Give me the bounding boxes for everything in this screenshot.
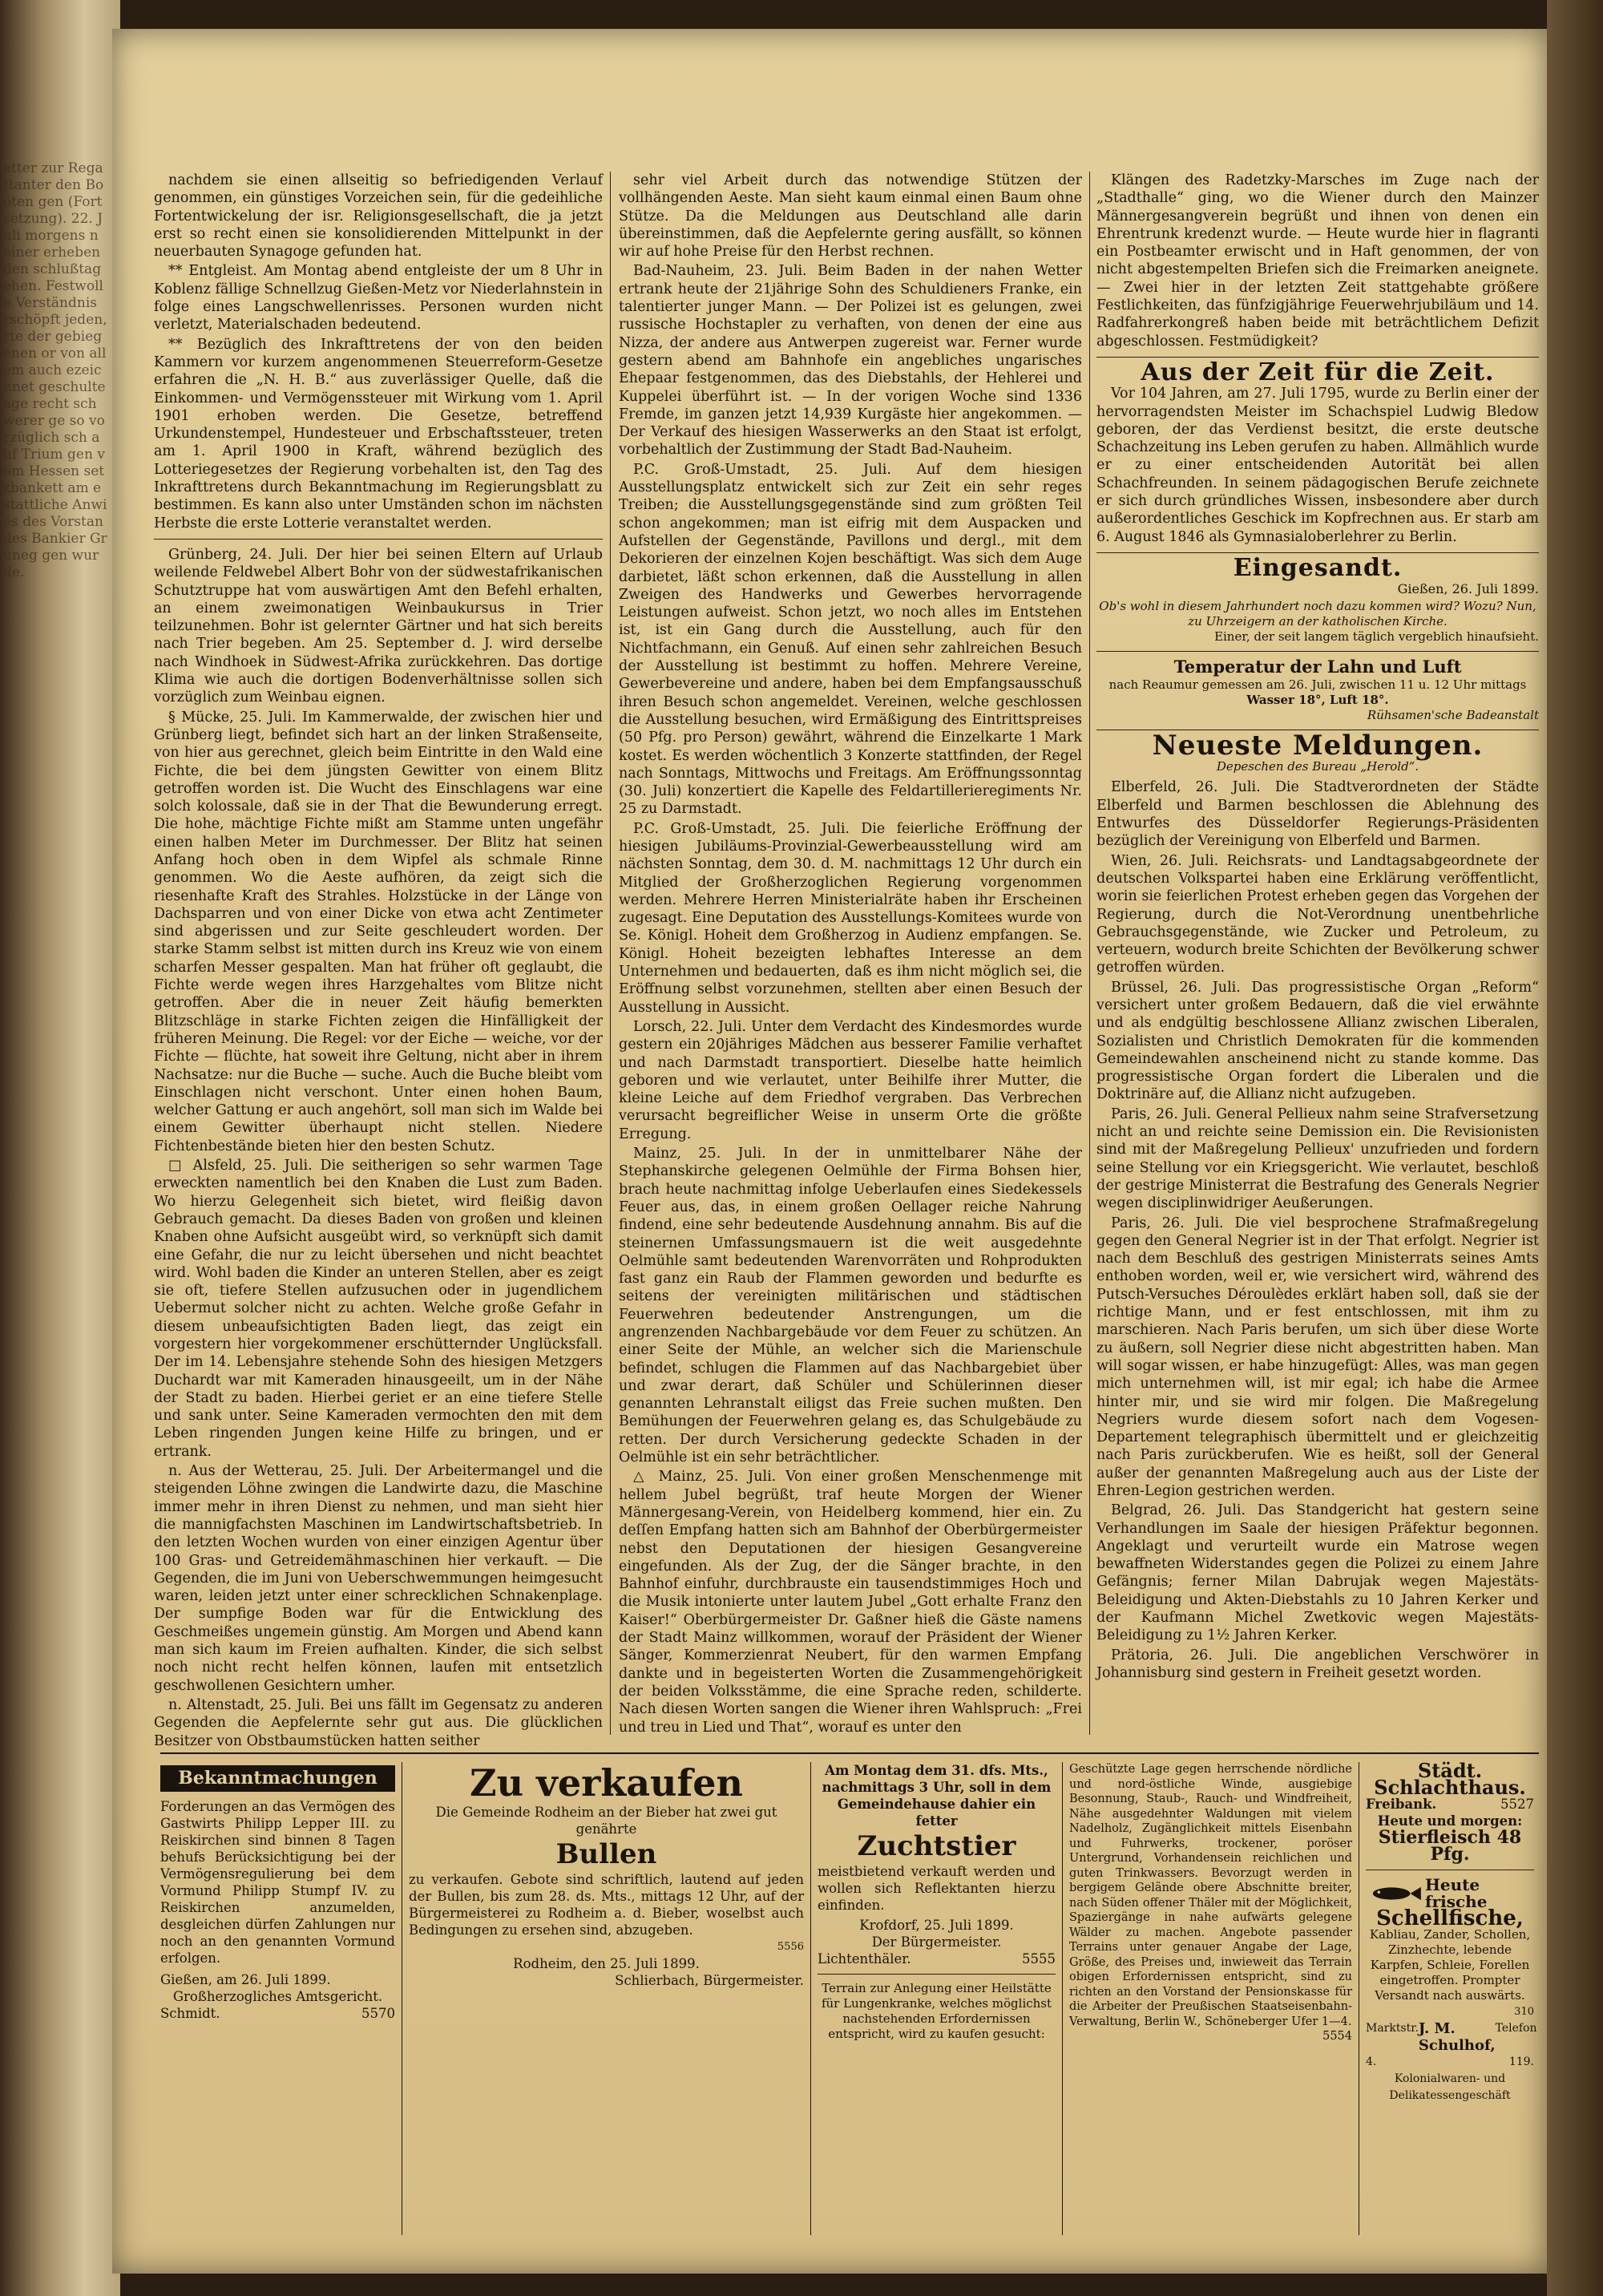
ad-sanatorium-terrain <box>1063 1762 1359 2235</box>
ad-date: Krofdorf, 25. Juli 1899. <box>859 1918 1014 1933</box>
article-text: Grünberg, 24. Juli. Der hier bei seinen Eltern auf Urlaub weilende Feldwebel Albert Bohr von der südwestafrikanischen Schutztruppe hat vom auswärtigen Amt den Befehl erhalten, an einem zweimonatigen Weinbaukursus in Trier teilzunehmen. Bohr ist gelernter Gärtner und hat sich bereits nach Trier begeben. Am 25. September d. J. wird derselbe nach Windhoek in Südwest-Afrika zurückkehren. Das dortige Klima wie auch die dortigen Bodenverhältnisse sollen sich vorzüglich zum Weinbau eignen. <box>154 546 603 706</box>
news-item: Prätoria, 26. Juli. Die angeblichen Verschwörer in Johannisburg sind gestern in Freiheit gesetzt worden. <box>1096 1647 1539 1681</box>
news-item: Elberfeld, 26. Juli. Die Stadtverordneten der Städte Elberfeld und Barmen beschlossen die Ablehnung des Entwurfes des Düsseldorfer Regierungs-Präsidenten bezüglich der Vereinigung von Elberfeld und Barmen. <box>1096 779 1539 850</box>
ad-number: 5554 <box>1322 2030 1352 2043</box>
ad-number: 5527 <box>1500 1797 1534 1812</box>
ads-divider <box>160 1752 1539 1754</box>
ad-headline: Heute frische <box>1425 1875 1488 1911</box>
ad-address: Marktstr. <box>1366 2022 1419 2035</box>
newspaper-page <box>112 29 1547 2274</box>
article-text: sehr viel Arbeit durch das notwendige Stützen der vollhängenden Aeste. Man sieht kaum einmal einen Baum ohne Stütze. Da die Meldungen aus Deutschland alle darin übereinstimmen, daß die Aepfelernte gering ausfällt, so können wir auf hohe Preise für den Herbst rechnen. <box>619 172 1082 261</box>
ad-announcement <box>154 1762 402 2235</box>
ad-address: 4. <box>1366 2055 1377 2068</box>
ad-office: Großherzogliches Amtsgericht. <box>172 1989 383 2004</box>
ad-text: Kolonialwaren- und Delikatessengeschäft <box>1389 2072 1511 2102</box>
article-text: § Mücke, 25. Juli. Im Kammerwalde, der zwischen hier und Grünberg liegt, befindet sich hart an der linken Straßenseite, von hier aus gerechnet, gleich beim Eintritte in den Wald eine Fichte, die bei dem jüngsten Gewitter von einem Blitz getroffen worden ist. Die Wucht des Einschlagens war eine solch kolossale, daß sie in der That die Bewunderung erregt. Die hohe, mächtige Fichte mißt am Stamme unten ungefähr einen halben Meter im Durchmesser. Der Blitz hat seinen Anfang hoch oben in dem Wipfel als schmale Rinne genommen. Wo die Aeste aufhören, da zeigt sich die riesenhafte Kraft des Strahles. Holzstücke in der Länge von Dachsparren und von einer Dicke von etwa acht Zentimeter sind abgerissen und zur Seite geschleudert worden. Der starke Stamm selbst ist mitten durch ins Kreuz wie von einem scharfen Messer gespalten. Man hat früher oft geglaubt, die Fichte werde wegen ihres Harzgehaltes vom Blitze nicht getroffen. Aber die in neuer Zeit häufig bemerkten Blitzschläge in starke Fichten zeigen die Hinfälligkeit der früheren Meinung. Die Regel: vor der Eiche — weiche, vor der Fichte — flüchte, hat soweit ihre Geltung, nicht aber in ihrem Nachsatze: nur die Buche — suche. Auch die Buche bleibt vom Einschlagen nicht verschont. Unter einen hohen Baum, welcher Gattung er auch angehört, soll man sich im Walde bei einem Gewitter überhaupt nicht stellen. Niedere Fichtenbestände bieten hier den besten Schutz. <box>154 709 603 1154</box>
spine-text-fragment: etter zur Regattanter den Booten gen (Fortsetzung). 22. Juli morgens n einer erhebenden schlußtag ehen. Festwolle Verständnis rschöpft jeden, rte der gebiegenen or von allem auch ezeichnet geschulte age recht schwerer ge so vorzüglich sch auf Trium gen vom Hessen setzbankett am e stattliche Anwies des Vorstandes Bankier Grüneg gen wurde. <box>3 160 107 580</box>
column-1 <box>154 172 603 1749</box>
fish-icon <box>1366 1882 1422 1906</box>
article-text: Lorsch, 22. Juli. Unter dem Verdacht des Kindesmordes wurde gestern ein 20jähriges Mädchen aus besserer Familie verhaftet und nach Darmstadt transportiert. Dieselbe hatte heimlich geboren und wie verlautet, unter Beihilfe ihrer Mutter, die kleine Leiche auf dem Friedhof vergraben. Das Verbrechen verursacht begreiflicher Weise in unserm Orte die größte Erregung. <box>619 1018 1082 1142</box>
article-text: P.C. Groß-Umstadt, 25. Juli. Die feierliche Eröffnung der hiesigen Jubiläums-Provinzial-Gewerbeausstellung wird am nächsten Sonntag, dem 30. d. M. nachmittags 12 Uhr durch ein Mitglied der Großherzoglichen Regierung vorgenommen werden. Mehrere Herren Ministerialräte haben ihr Erscheinen zugesagt. Eine Deputation des Ausstellungs-Komitees wurde von Se. Königl. Hoheit dem Großherzog in Audienz empfangen. Se. Königl. Hoheit bezeigten lebhaftes Interesse an dem Unternehmen und bedauerten, daß es ihm nicht möglich sei, die Eröffnung selbst vorzunehmen, stellten aber einen Besuch der Ausstellung in Aussicht. <box>619 820 1082 1016</box>
ad-merchant-name: J. M. Schulhof, <box>1418 2020 1496 2054</box>
news-item: Belgrad, 26. Juli. Das Standgericht hat gestern seine Verhandlungen im Saale der hiesigen Präfektur begonnen. Angeklagt und verurteilt wurde ein Matrose wegen bewaffneten Widerstandes gegen die Polizei zu einem Jahre Gefängnis; ferner Milan Dabrujak wegen Majestäts-Beleidigung und Akten-Diebstahls zu 10 Jahren Kerker und der Kaufmann Michel Zwetkovic wegen Majestäts-Beleidigung zu 1½ Jahren Kerker. <box>1096 1502 1539 1644</box>
letter-text: Ob's wohl in diesem Jahrhundert noch dazu kommen wird? Wozu? Nun, zu Uhrzeigern an der katholischen Kirche. <box>1099 598 1536 629</box>
ad-office: Der Bürgermeister. <box>871 1934 1002 1950</box>
ad-headline: Schellfische, <box>1376 1906 1524 1930</box>
column-rule <box>610 172 611 1735</box>
article-text: P.C. Groß-Umstadt, 25. Juli. Auf dem hiesigen Ausstellungsplatz entwickelt sich zur Zeit ein sehr reges Treiben; die Ausstellungsgegenstände sind zum größten Teil schon angekommen; man ist eifrig mit dem Auspacken und Aufstellen der Gegenstände, Pavillons und dergl., mit dem Dekorieren der einzelnen Kojen beschäftigt. Was sich dem Auge darbietet, läßt schon erkennen, daß die Ausstellung in allen Zweigen des Handwerks und Gewerbes hervorragende Leistungen aufweist. Schon jetzt, wo noch alles im Entstehen ist, ist ein Gang durch die Ausstellung, auch für den Nichtfachmann, ein Genuß. Auf einen sehr zahlreichen Besuch der Ausstellung ist bestimmt zu hoffen. Mehrere Vereine, Gewerbevereine und andere, haben bei dem Empfangsausschuß ihren Besuch schon angemeldet. Vereinen, welche geschlossen die Ausstellung besuchen, wird Ermäßigung des Eintrittspreises (50 Pfg. pro Person) gewährt, während die Einzelkarte 1 Mark kostet. Es werden wöchentlich 3 Konzerte stattfinden, der Regel nach Sonntags, Mittwochs und Freitags. Am Eröffnungssonntag (30. Juli) konzertiert die Kapelle des Feldartillerieregiments Nr. 25 zu Darmstadt. <box>619 461 1082 818</box>
article-text: nachdem sie einen allseitig so befriedigenden Verlauf genommen, ein günstiges Vorzeichen sein, für die gedeihliche Fortentwickelung der isr. Religionsgesellschaft, die ja jetzt erst so recht einen sie konsolidierenden Mittelpunkt in der neuerbauten Synagoge gefunden hat. <box>154 172 603 261</box>
article-text: n. Aus der Wetterau, 25. Juli. Der Arbeitermangel und die steigenden Löhne zwingen die Landwirte dazu, die Maschine immer mehr in ihren Dienst zu nehmen, und man sieht hier die mannigfachsten Maschinen im Landwirtschaftsbetrieb. In den letzten Wochen wurden von einer einzigen Agentur über 100 Gras- und Getreidemähmaschinen hier verkauft. — Die Gegenden, die im Juni von Ueberschwemmungen heimgesucht waren, leiden jetzt unter einer schrecklichen Schnakenplage. Der sumpfige Boden war für die Entwicklung des Geschmeißes ungemein günstig. Am Morgen und Abend kann man sich kaum im Freien aufhalten. Kinder, die sich selbst noch nicht recht helfen können, laufen mit entsetzlich geschwollenen Gesichtern umher. <box>154 1463 603 1694</box>
divider <box>1096 552 1539 553</box>
ad-text: Kabliau, Zander, Schollen, Zinzhechte, lebende Karpfen, Schleie, Forellen eingetroffen. Prompter Versandt nach auswärts. <box>1369 1927 1531 2003</box>
article-text: ** Bezüglich des Inkrafttretens der von den beiden Kammern vor kurzem angenommenen Steuerreform-Gesetze erfahren die „N. H. B.“ aus zuverlässiger Quelle, daß die Einkommen- und Vermögenssteuer mit Wirkung vom 1. April 1901 erhoben werden. Die Gesetze, betreffend Urkundenstempel, Hundesteuer und Erbschaftssteuer, treten am 1. April 1900 in Kraft, während bezüglich des Lotteriegesetzes der Regierung vorbehalten ist, den Tag des Inkrafttretens durch Bekanntmachung im Regierungsblatt zu bestimmen. Es kann also unter Umständen schon im nächsten Herbste die erste Lotterie veranstaltet werden. <box>154 336 603 532</box>
ad-breeding-bull <box>811 1762 1063 2235</box>
ad-telephone: Telefon <box>1495 2022 1537 2035</box>
article-text: Mainz, 25. Juli. In der in unmittelbarer Nähe der Stephanskirche gelegenen Oelmühle der Firma Bohsen hier, brach heute nachmittag infolge Ueberlaufen eines Siedekessels Feuer aus, das, in einem großen Oellager reiche Nahrung findend, eine sehr bedeutende Ausdehnung annahm. Bis auf die steinernen Umfassungsmauern ist die weit ausgedehnte Oelmühle samt bedeutenden Warenvorräten und Rohprodukten fast ganz ein Raub der Flammen geworden und bedurfte es seitens der vereinigten militärischen und städtischen Feuerwehren bedeutender Anstrengungen, um die angrenzenden Nachbargebäude vor dem Feuer zu schützen. An einer Seite der Mühle, an welcher sich die Marienschule befindet, schlugen die Flammen auf das Nachbargebiet über und zwar derart, daß Schüler und Schülerinnen dieser genannten Lehranstalt eiligst das Freie suchen mußten. Den Bemühungen der Feuerwehren gelang es, das Schulgebäude zu retten. Der durch Versicherung gedeckte Schaden in der Oelmühle ist ein sehr beträchtlicher. <box>619 1146 1082 1466</box>
divider <box>1096 357 1539 358</box>
news-item: Paris, 26. Juli. General Pellieux nahm seine Strafversetzung nicht an und reichte seine Demission ein. Die Revisionisten sind mit der Maßregelung Pellieux' unzufrieden und fordern seine Stellung vor ein Kriegsgericht. Wie verlautet, beschloß der gestrige Ministerrat die Bestrafung des Generals Negrier wegen disciplinwidriger Aeußerungen. <box>1096 1106 1539 1212</box>
temperature-source: Rühsamen'sche Badeanstalt <box>1367 707 1539 722</box>
ad-subtitle: Freibank. <box>1366 1797 1437 1812</box>
ad-text: Die Gemeinde Rodheim an der Bieber hat zwei gut genährte <box>435 1805 777 1837</box>
ad-headline: Bullen <box>555 1838 657 1870</box>
ad-number: 5555 <box>1022 1951 1056 1967</box>
ad-text: Terrain zur Anlegung einer Heilstätte für Lungenkranke, welches möglichst nachstehenden Erfordernissen entspricht, wird zu kaufen gesucht: <box>821 1981 1052 2041</box>
ad-signature: Lichtenthäler. <box>818 1951 911 1967</box>
divider <box>154 539 603 540</box>
article-text: △ Mainz, 25. Juli. Von einer großen Menschenmenge mit hellem Jubel begrüßt, traf heute Morgen der Wiener Männergesang-Verein, von Heidelberg kommend, hier ein. Zu deſſen Empfang hatten sich am Bahnhof der Oberbürgermeister nebst den Deputationen der hiesigen Gesangvereine eingefunden. Als der Zug, der die Sänger brachte, in den Bahnhof einfuhr, durchbrauste ein tausendstimmiges Hoch und die Musik intonierte unter lautem Jubel „Gott erhalte Franz den Kaiser!“ Oberbürgermeister Dr. Gaßner hieß die Gäste namens der Stadt Mainz willkommen, worauf der Präsident der Wiener Sänger, Kommerzienrat Neubert, für den warmen Empfang dankte und in begeisterten Worten die Zusammengehörigkeit der beiden Volksstämme, die eine Sprache reden, schilderte. Nach diesen Worten sangen die Wiener ihren Wahlspruch: „Frei und treu in Lied und That“, worauf es unter den <box>619 1469 1082 1736</box>
ad-number: 5556 <box>777 1941 804 1953</box>
temperature-text: nach Reaumur gemessen am 26. Juli, zwischen 11 u. 12 Uhr mittags <box>1108 677 1527 692</box>
ad-title: Zu verkaufen <box>470 1761 743 1805</box>
ad-text: Geschützte Lage gegen herrschende nördliche und nord-östliche Winde, ausgiebige Besonnung, Staub-, Rauch- und Windfreiheit, Nähe ausgedehnter Waldungen mit vielem Nadelholz, Zugänglichkeit mittels Eisenbahn und Fuhrwerks, trockener, poröser Untergrund, Vorhandensein reichlichen und guten Trinkwassers. Bevorzugt werden in bergigem Gelände obere Abschnitte breiter, nach Süden offener Thäler mit der Möglichkeit, Spaziergänge in nahe aufwärts gelegene Wälder zu machen. Angebote passender Terrains unter genauer Angabe der Lage, Größe, des Preises und, inwieweit das Terrain obigen Erfordernissen entspricht, sind zu richten an den Vorstand der Pensionskasse für die Arbeiter der Preußischen Staatseisenbahn-Verwaltung, Berlin W., Schöneberger Ufer 1—4. <box>1069 1763 1352 2028</box>
news-item: Wien, 26. Juli. Reichsrats- und Landtagsabgeordnete der deutschen Volkspartei haben eine Erklärung veröffentlicht, worin sie feierlichen Protest erheben gegen das Vorgehen der Regierung, durch die Not-Verordnung unentbehrliche Gebrauchsgegenstände, wie Zucker und Petroleum, zu verteuern, wodurch breite Schichten der Bevölkerung schwer getroffen würden. <box>1096 852 1539 976</box>
temperature-values: Wasser 18°, Luft 18°. <box>1246 692 1389 707</box>
ad-text: Forderungen an das Vermögen des Gastwirts Philipp Lepper III. zu Reiskirchen sind binnen 8 Tagen behufs Berücksichtigung bei der Vermögensregulierung bei dem Vormund Philipp Stumpf IV. zu Reiskirchen anzumelden, desgleichen dürfen Zahlungen nur noch an den genannten Vormund erfolgen. <box>160 1799 395 1966</box>
article-text: □ Alsfeld, 25. Juli. Die seitherigen so sehr warmen Tage erweckten namentlich bei den Knaben die Lust zum Baden. Wo hierzu Gelegenheit sich bietet, wird fleißig davon Gebrauch gemacht. Da dieses Baden von großen und kleinen Knaben ohne Aufsicht ausgeübt wird, so verknüpft sich damit eine Gefahr, die nur zu leicht übersehen und nicht beachtet wird. Wohl baden die Kinder an unteren Stellen, aber es zeigt sie oft, tiefere Stellen aufzusuchen oder in jugendlichem Uebermut solcher nicht zu achten. Welche große Gefahr in diesem unbeaufsichtigten Baden liegt, das zeigt ein vorgestern hier vorgekommener erschütternder Unglücksfall. Der im 14. Lebensjahre stehende Sohn des hiesigen Metzgers Duchardt war mit Kameraden hinausgeeilt, um in der Nähe der Stadt zu baden. Hierbei geriet er an eine tiefere Stelle und sank unter. Seine Kameraden vermochten den mit dem Leben ringenden Jungen keine Hilfe zu bringen, und er ertrank. <box>154 1158 603 1460</box>
ad-signature: Schlierbach, Bürgermeister. <box>615 1973 804 1988</box>
article-text: Klängen des Radetzky-Marsches im Zuge nach der „Stadthalle“ ging, wo die Wiener durch den Mainzer Männergesangverein begrüßt und ihnen von denen ein Ehrentrunk kredenzt wurde. — Heute wurde hier in flagranti ein Postbeamter erwischt und in Haft genommen, der von nicht abgestempelten Briefen sich die Freimarken aneignete. — Zwei hier in der letzten Zeit stattgehabte größere Festlichkeiten, das fünfzigjährige Feuerwehrjubiläum und 14. Radfahrerkongreß haben beide mit beträchtlichem Defizit abgeschlossen. Festmüdigkeit? <box>1096 172 1539 350</box>
article-text: Bad-Nauheim, 23. Juli. Beim Baden in der nahen Wetter ertrank heute der 21jährige Sohn des Schuldieners Franke, ein talentierter junger Mann. — Der Polizei ist es gelungen, zwei russische Hochstapler zu verhaften, von denen der eine aus Nizza, der andere aus Antwerpen zugereist war. Ferner wurde gestern abend am Bahnhofe ein angebliches ungarisches Ehepaar festgenommen, das des Diebstahls, der Hehlerei und Kuppelei überführt ist. — In der vorigen Woche sind 1336 Fremde, im ganzen jetzt 14,939 Kurgäste hier angekommen. — Der Verkauf des hiesigen Wasserwerks an den Staat ist erfolgt, vorbehaltlich der Zustimmung der Stadt Bad-Nauheim. <box>619 263 1082 459</box>
article-text: n. Altenstadt, 25. Juli. Bei uns fällt im Gegensatz zu anderen Gegenden die Aepfelernte sehr gut aus. Die glücklichen Besitzer von Obstbaumstücken hatten seither <box>154 1696 603 1749</box>
ad-number: 310 <box>1514 2006 1534 2018</box>
ad-text: Am Montag dem 31. dfs. Mts., nachmittags 3 Uhr, soll in dem Gemeindehause dahier ein fetter <box>822 1763 1052 1829</box>
news-item: Paris, 26. Juli. Die viel besprochene Strafmaßregelung gegen den General Negrier ist in der That erfolgt. Negrier ist nach dem Beschluß des gestrigen Ministerrats seines Amts enthoben worden, weil er, wie versichert wird, während des Putsch-Versuches Déroulèdes erklärt haben soll, daß sie der richtige Mann, und er fest entschlossen, mit ihm zu marschieren. Nach Paris berufen, um sich über diese Worte zu äußern, soll Negrier diese nicht abgestritten haben. Man will sogar wissen, er habe hinzugefügt: Alles, was man gegen mich unternehmen will, ist mir egal; ich habe die Armee hinter mir, und sie wird mir folgen. Die Maßregelung Negriers wurde diesem sofort nach dem Vogesen-Departement telegraphisch übermittelt und er gleichzeitig nach Paris zurückberufen. Wie es heißt, soll der General außer der genannten Maßregelung auch aus der Liste der Ehren-Legion gestrichen werden. <box>1096 1215 1539 1499</box>
divider <box>1096 651 1539 652</box>
divider <box>818 1974 1056 1975</box>
ad-text: Heute und morgen: <box>1377 1813 1523 1829</box>
ad-signature: Schmidt. <box>160 2006 220 2021</box>
ad-date: Rodheim, den 25. Juli 1899. <box>513 1956 700 1971</box>
section-heading: Eingesandt. <box>1233 553 1403 582</box>
ad-telephone-number: 119. <box>1508 2055 1534 2068</box>
book-edge <box>1547 0 1603 2296</box>
column-2 <box>619 172 1082 1735</box>
dateline: Gießen, 26. Juli 1899. <box>1397 581 1539 597</box>
temperature-heading: Temperatur der Lahn und Luft <box>1173 656 1462 677</box>
letter-signature: Einer, der seit langem täglich vergeblich hinaufsieht. <box>1214 629 1539 644</box>
ad-title: Städt. Schlachthaus. <box>1374 1759 1526 1799</box>
ad-text: zu verkaufen. Gebote sind schriftlich, lautend auf jeden der Bullen, bis zum 28. ds. Mts., mittags 12 Uhr, auf der Bürgermeisterei zu Rodheim a. d. Bieber, woselbst auch Bedingungen zu ersehen sind, abzugeben. <box>409 1872 804 1938</box>
column-rule <box>1089 172 1090 1735</box>
ad-number: 5570 <box>361 2006 395 2021</box>
column-3 <box>1096 172 1539 1735</box>
article-text: ** Entgleist. Am Montag abend entgleiste der um 8 Uhr in Koblenz fällige Schnellzug Gießen-Metz vor Niederlahnstein in folge eines Langschwellenrisses. Personen wurden nicht verletzt, Materialschaden bedeutend. <box>154 263 603 333</box>
book-spine-gutter <box>0 0 120 2296</box>
ad-slaughterhouse-fish <box>1359 1759 1540 2235</box>
ad-bulls-for-sale <box>402 1762 811 2235</box>
ad-banner: Bekanntmachungen <box>160 1765 395 1792</box>
ad-headline: Stierfleisch 48 Pfg. <box>1378 1827 1522 1865</box>
section-heading: Neueste Meldungen. <box>1152 729 1484 762</box>
ad-headline: Zuchtstier <box>857 1830 1016 1862</box>
article-text: Vor 104 Jahren, am 27. Juli 1795, wurde zu Berlin einer der hervorragendsten Meister im Schachspiel Ludwig Bledow geboren, der das Verdienst besitzt, die erste deutsche Schachzeitung ins Leben gerufen zu haben. Allmählich wurde er zu einer entscheidenden Autorität bei allen Schachfreunden. In seinem pädagogischen Berufe zeichnete er sich durch gründliches Wissen, insbesondere aber durch außerordentliches Geschick im Kopfrechnen aus. Er starb am 6. August 1846 als Gymnasialoberlehrer zu Berlin. <box>1096 386 1539 545</box>
ad-date: Gießen, am 26. Juli 1899. <box>160 1972 331 1987</box>
section-heading: Aus der Zeit für die Zeit. <box>1141 358 1495 386</box>
news-item: Brüssel, 26. Juli. Das progressistische Organ „Reform“ versichert unter großem Bedauern, daß die viel erwähnte und als endgültig beschlossene Allianz zwischen Liberalen, Sozialisten und Christlich Demokraten für die kommenden Gemeindewahlen anscheinend nicht zu stande komme. Das progressistische Organ fordert die Liberalen und die Doktrinäre auf, die Allianz nicht aufzugeben. <box>1096 979 1539 1103</box>
section-subheading: Depeschen des Bureau „Herold“. <box>1216 759 1419 774</box>
ad-text: meistbietend verkauft werden und wollen sich Reflektanten hierzu einfinden. <box>818 1864 1056 1913</box>
